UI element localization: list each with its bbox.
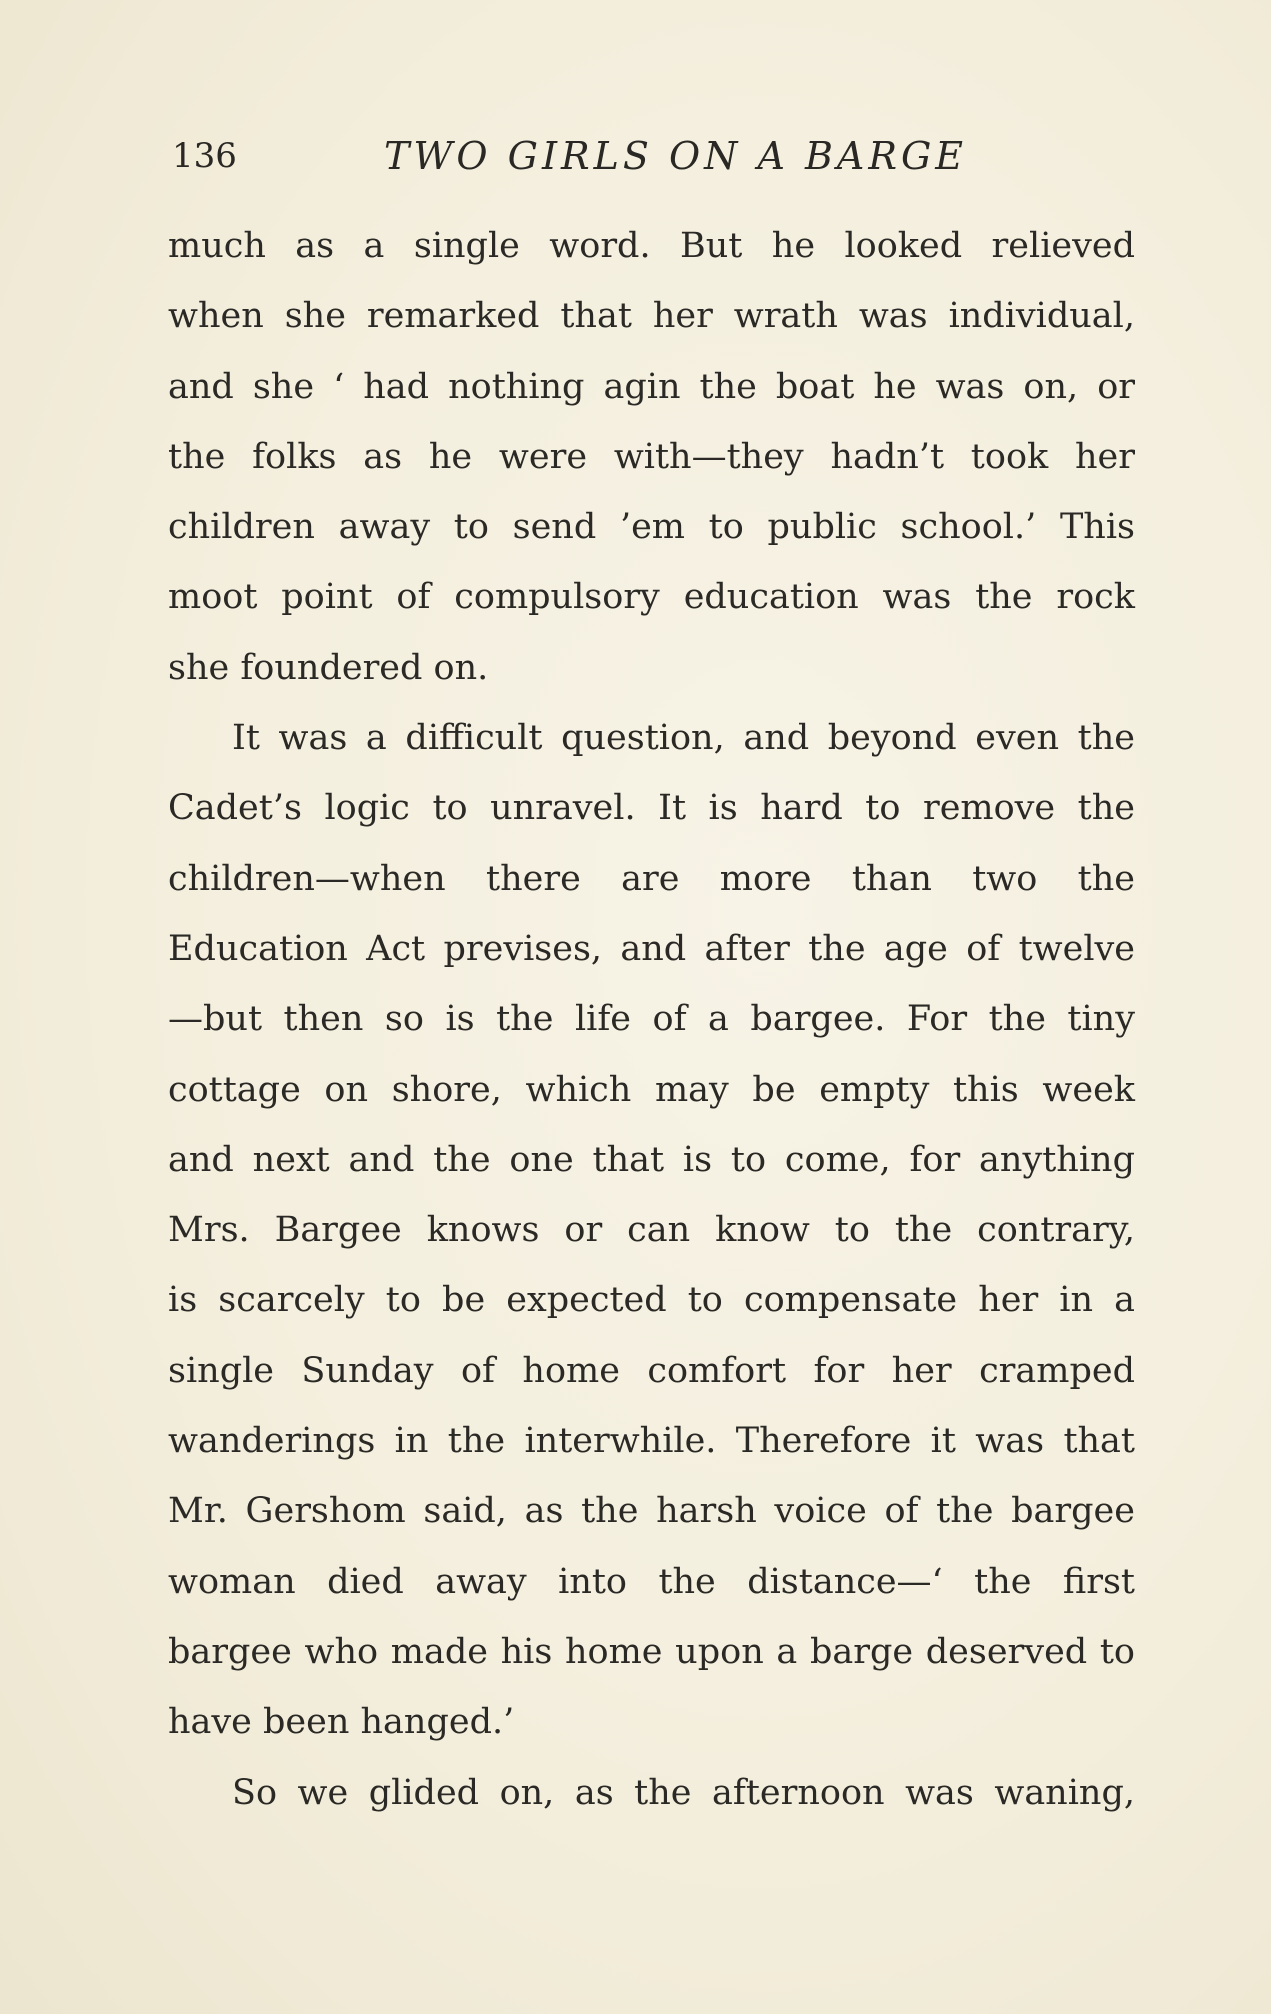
text-line: —but then so is the life of a bargee. For the tiny [168, 999, 1135, 1040]
text-line: Mr. Gershom said, as the harsh voice of the bargee [168, 1491, 1135, 1532]
text-line: children away to send ’em to public school.’ This [168, 507, 1135, 548]
text-line: the folks as he were with—they hadn’t took her [168, 436, 1135, 477]
text-line: woman died away into the distance—‘ the first [168, 1561, 1135, 1602]
text-line: Cadet’s logic to unravel. It is hard to remove the [168, 788, 1135, 829]
text-line: Mrs. Bargee knows or can know to the contrary, [168, 1210, 1135, 1251]
text-line: she foundered on. [168, 647, 489, 688]
text-line: wanderings in the interwhile. Therefore it was that [168, 1421, 1135, 1462]
text-line: is scarcely to be expected to compensate her in a [168, 1280, 1135, 1321]
text-line: single Sunday of home comfort for her cramped [168, 1350, 1135, 1391]
text-line: when she remarked that her wrath was individual, [168, 296, 1135, 337]
page-number: 136 [172, 136, 237, 176]
text-line: bargee who made his home upon a barge deserved to [168, 1631, 1135, 1672]
page-header [172, 130, 1132, 180]
text-line: cottage on shore, which may be empty this week [168, 1069, 1135, 1110]
running-title: TWO GIRLS ON A BARGE [384, 134, 968, 178]
text-line: It was a difficult question, and beyond even the [232, 718, 1135, 759]
text-line: Education Act previses, and after the age of twelve [168, 928, 1135, 969]
text-body [168, 211, 1135, 1828]
text-line: and next and the one that is to come, for anything [168, 1139, 1135, 1180]
text-line: So we glided on, as the afternoon was waning, [232, 1772, 1135, 1813]
text-line: moot point of compulsory education was the rock [168, 577, 1135, 618]
text-line: children—when there are more than two the [168, 858, 1135, 899]
text-line: have been hanged.’ [168, 1702, 515, 1743]
text-line: and she ‘ had nothing agin the boat he was on, or [168, 366, 1135, 407]
text-line: much as a single word. But he looked relieved [168, 226, 1135, 266]
